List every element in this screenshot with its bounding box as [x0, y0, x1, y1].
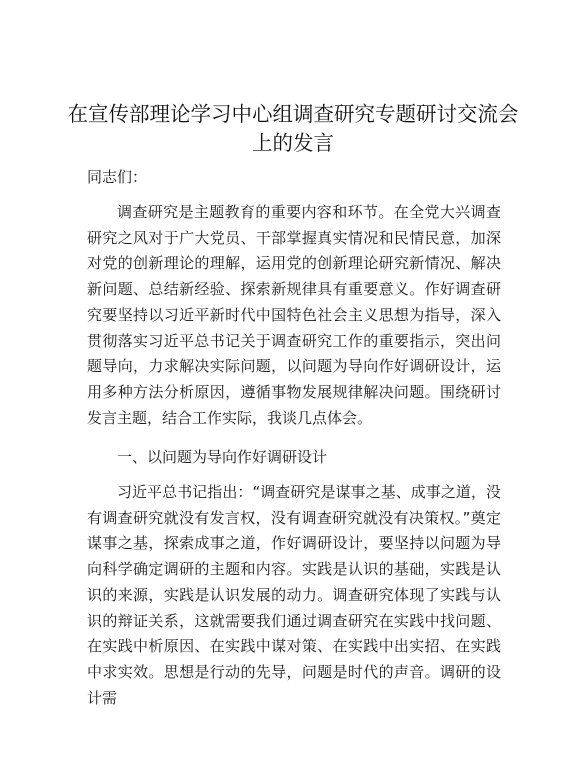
document-title: 在宣传部理论学习中心组调查研究专题研讨交流会上的发言 [67, 102, 519, 155]
paragraph-intro: 调查研究是主题教育的重要内容和环节。在全党大兴调查研究之风对于广大党员、干部掌握真实情况和民情民意，加深对党的创新理论的理解，运用党的创新理论研究新情况、解决新问题、总结新经验、探索新规律具有重要意义。作好调查研究要坚持以习近平新时代中国特色社会主义思想为指导，深入贯彻落实习近平总书记关于调查研究工作的重要指示，突出问题导向，力求解决实际问题，以问题为导向作好调研设计，运用多种方法分析原因，遵循事物发展规律解决问题。围绕研讨发言主题，结合工作实际，我谈几点体会。 [87, 203, 501, 427]
paragraph-section-one: 习近平总书记指出：“调查研究是谋事之基、成事之道，没有调查研究就没有发言权，没有调查研究就没有决策权。”奠定谋事之基，探索成事之道，作好调研设计，要坚持以问题为导向科学确定调研的主题和内容。实践是认识的基础，实践是认识的来源，实践是认识发展的动力。调查研究体现了实践与认识的辩证关系，这就需要我们通过调查研究在实践中找问题、在实践中析原因、在实践中谋对策、在实践中出实招、在实践中求实效。思想是行动的先导，问题是时代的声音。调研的设计需 [87, 483, 501, 707]
section-heading: 一、以问题为导向作好调研设计 [117, 448, 328, 466]
salutation: 同志们： [87, 168, 148, 186]
